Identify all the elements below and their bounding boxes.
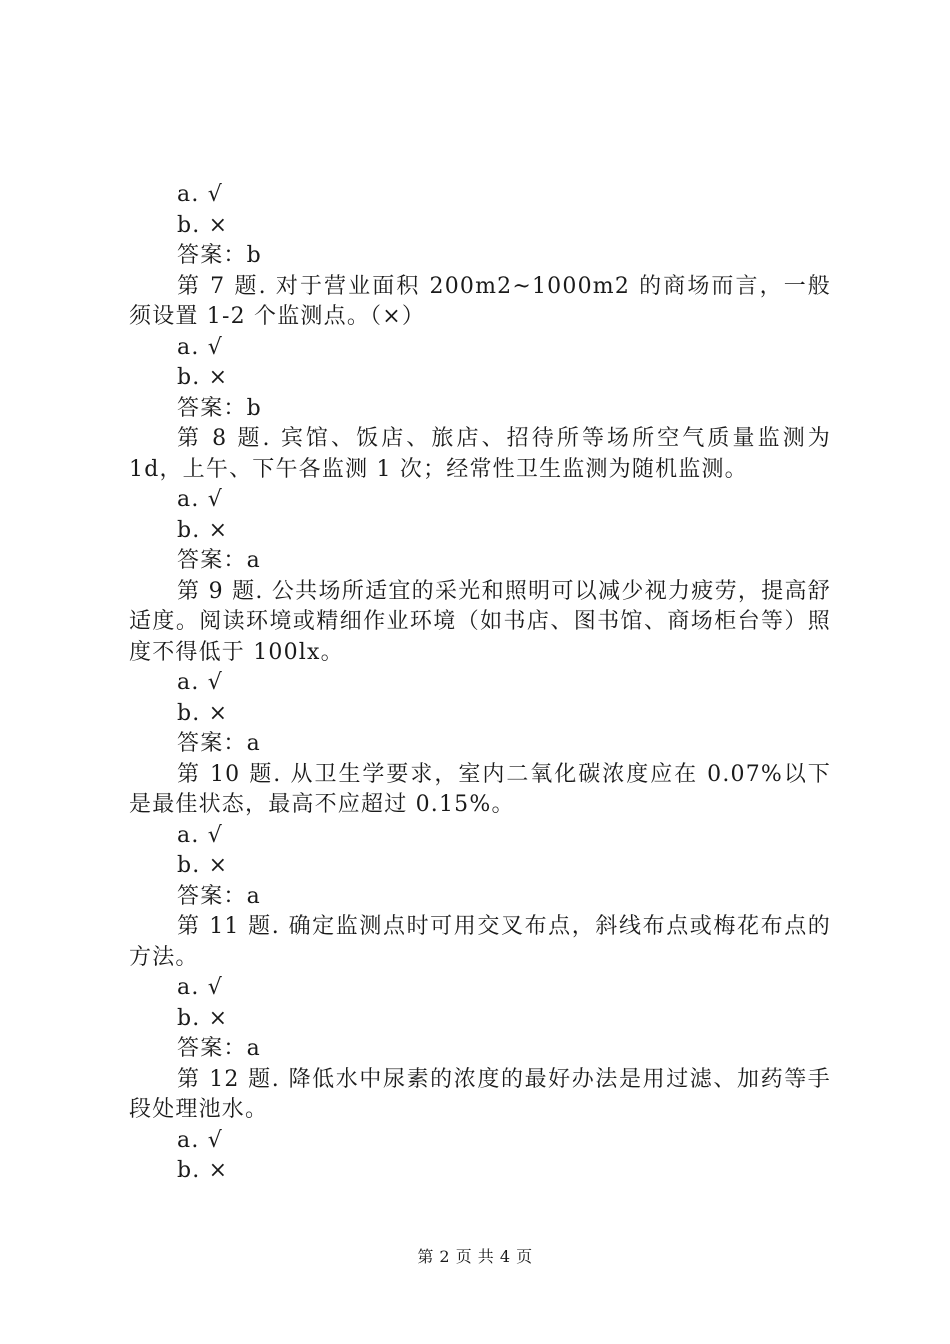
question-10: 第 10 题. 从卫生学要求，室内二氧化碳浓度应在 0.07%以下是最佳状态，最高不应超过 0.15%。 xyxy=(129,761,831,817)
question-12: 第 12 题. 降低水中尿素的浓度的最好办法是用过滤、加药等手段处理池水。 xyxy=(129,1066,831,1122)
question-9: 第 9 题. 公共场所适宜的采光和照明可以减少视力疲劳，提高舒适度。阅读环境或精细作业环境（如书店、图书馆、商场柜台等）照度不得低于 100lx。 xyxy=(129,578,831,665)
option-line: b. × xyxy=(177,365,229,390)
question-7: 第 7 题. 对于营业面积 200m2~1000m2 的商场而言，一般须设置 1-2 个监测点。（×） xyxy=(129,273,831,329)
answer-line: 答案：a xyxy=(177,731,261,756)
document-body xyxy=(129,180,831,1187)
option-line: a. √ xyxy=(177,1127,223,1153)
option-line: b. × xyxy=(177,517,229,543)
option-line: a. √ xyxy=(177,670,223,695)
page-number-footer: 第 2 页 共 4 页 xyxy=(417,1247,533,1266)
answer-line: 答案：b xyxy=(177,243,262,268)
answer-line: 答案：a xyxy=(177,1036,261,1061)
option-line: a. √ xyxy=(177,334,223,360)
option-line: a. √ xyxy=(177,975,223,1000)
option-line: b. × xyxy=(177,1005,229,1031)
option-line: a. √ xyxy=(177,822,223,848)
option-line: a. √ xyxy=(177,182,223,207)
answer-line: 答案：a xyxy=(177,883,261,909)
option-line: b. × xyxy=(177,853,229,878)
option-line: b. × xyxy=(177,700,229,726)
option-line: a. √ xyxy=(177,487,223,512)
question-8: 第 8 题. 宾馆、饭店、旅店、招待所等场所空气质量监测为 1d，上午、下午各监测 1 次；经常性卫生监测为随机监测。 xyxy=(129,426,831,482)
answer-line: 答案：b xyxy=(177,395,262,421)
answer-line: 答案：a xyxy=(177,548,261,573)
option-line: b. × xyxy=(177,1158,229,1183)
option-line: b. × xyxy=(177,212,229,238)
question-11: 第 11 题. 确定监测点时可用交叉布点，斜线布点或梅花布点的方法。 xyxy=(129,914,831,970)
